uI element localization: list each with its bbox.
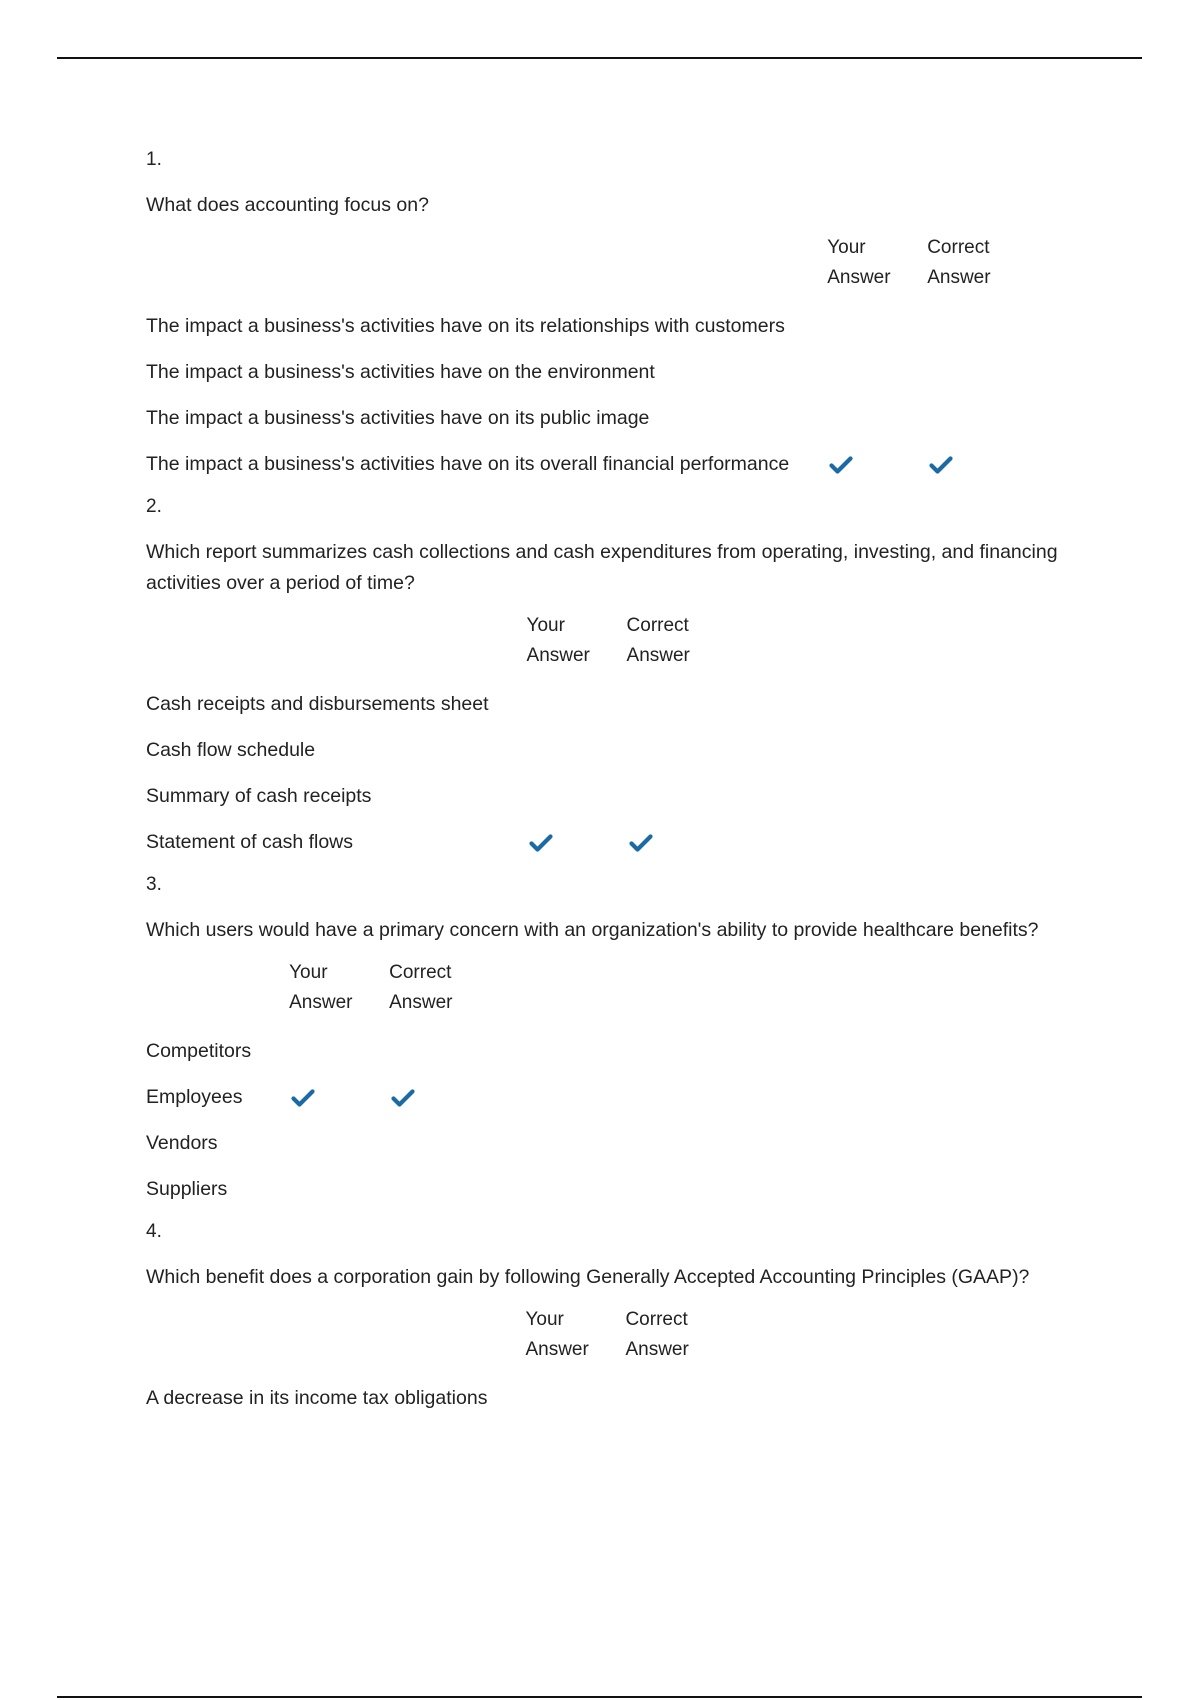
answer-option-text: The impact a business's activities have on its relationships with customers [146, 315, 785, 337]
correct-answer-cell [927, 441, 1027, 487]
correct-answer-header: Correct Answer [625, 1309, 689, 1360]
correct-answer-cell [625, 1375, 725, 1421]
your-answer-header: Your Answer [525, 1309, 589, 1360]
answer-option-row [146, 1074, 489, 1120]
answer-option-text: Summary of cash receipts [146, 785, 372, 807]
your-answer-header: Your Answer [827, 237, 891, 288]
correct-answer-cell [389, 1028, 489, 1074]
option-column-header [146, 609, 527, 681]
your-answer-cell [289, 1074, 389, 1120]
correct-answer-cell [927, 349, 1027, 395]
question-4 [146, 1218, 1106, 1421]
question-text: Which benefit does a corporation gain by following Generally Accepted Accounting Principles (GAAP)? [146, 1266, 1030, 1288]
answer-option-text: The impact a business's activities have on its overall financial performance [146, 453, 790, 475]
correct-answer-cell [627, 727, 727, 773]
answer-option-text: Cash receipts and disbursements sheet [146, 693, 489, 715]
answer-option-row [146, 773, 727, 819]
answer-option-row [146, 819, 727, 865]
your-answer-header: Your Answer [289, 962, 353, 1013]
answer-header-row [146, 956, 489, 1028]
answer-option-text: The impact a business's activities have on the environment [146, 361, 655, 383]
your-answer-cell [527, 681, 627, 727]
answer-option-text: Vendors [146, 1132, 218, 1154]
your-answer-cell [827, 303, 927, 349]
bottom-rule [57, 1696, 1142, 1698]
answer-option-row [146, 727, 727, 773]
answer-option-row [146, 395, 1027, 441]
your-answer-cell [527, 727, 627, 773]
your-answer-cell [289, 1120, 389, 1166]
answer-header-row [146, 609, 727, 681]
your-answer-cell [527, 773, 627, 819]
question-2 [146, 493, 1106, 865]
answer-option-text: Cash flow schedule [146, 739, 316, 761]
answer-option-text: Competitors [146, 1040, 252, 1062]
question-text: Which users would have a primary concern with an organization's ability to provide healthcare benefits? [146, 919, 1039, 941]
answer-option-row [146, 1375, 725, 1421]
answer-table [146, 1303, 725, 1421]
question-number: 2. [146, 496, 162, 517]
correct-answer-header: Correct Answer [927, 237, 991, 288]
correct-answer-header: Correct Answer [389, 962, 453, 1013]
quiz-results [146, 146, 1106, 1427]
check-icon [391, 1088, 415, 1108]
answer-option-row [146, 1166, 489, 1212]
correct-answer-cell [927, 303, 1027, 349]
correct-answer-cell [389, 1166, 489, 1212]
answer-option-text: A decrease in its income tax obligations [146, 1387, 488, 1409]
answer-option-row [146, 441, 1027, 487]
answer-option-text: The impact a business's activities have on its public image [146, 407, 650, 429]
check-icon [829, 455, 853, 475]
check-icon [929, 455, 953, 475]
answer-option-row [146, 303, 1027, 349]
correct-answer-cell [627, 681, 727, 727]
question-number: 4. [146, 1221, 162, 1242]
your-answer-cell [289, 1028, 389, 1074]
answer-table [146, 609, 727, 865]
question-number: 3. [146, 874, 162, 895]
answer-option-row [146, 349, 1027, 395]
your-answer-cell [525, 1375, 625, 1421]
correct-answer-cell [627, 819, 727, 865]
answer-table [146, 231, 1027, 487]
correct-answer-header: Correct Answer [626, 615, 690, 666]
answer-header-row [146, 1303, 725, 1375]
check-icon [629, 833, 653, 853]
question-3 [146, 871, 1106, 1212]
option-column-header [146, 231, 827, 303]
option-column-header [146, 956, 289, 1028]
answer-header-row [146, 231, 1027, 303]
answer-option-row [146, 1120, 489, 1166]
question-1 [146, 146, 1106, 487]
option-column-header [146, 1303, 525, 1375]
correct-answer-cell [389, 1120, 489, 1166]
question-number: 1. [146, 149, 162, 170]
check-icon [529, 833, 553, 853]
answer-option-text: Suppliers [146, 1178, 228, 1200]
correct-answer-cell [927, 395, 1027, 441]
question-text: What does accounting focus on? [146, 194, 429, 216]
correct-answer-cell [627, 773, 727, 819]
your-answer-cell [827, 441, 927, 487]
question-text: Which report summarizes cash collections and cash expenditures from operating, investing, and financing activities over a period of time? [146, 541, 1058, 594]
answer-table [146, 956, 489, 1212]
your-answer-cell [527, 819, 627, 865]
answer-option-row [146, 1028, 489, 1074]
your-answer-cell [827, 349, 927, 395]
correct-answer-cell [389, 1074, 489, 1120]
your-answer-cell [827, 395, 927, 441]
top-rule [57, 57, 1142, 59]
your-answer-header: Your Answer [526, 615, 590, 666]
your-answer-cell [289, 1166, 389, 1212]
answer-option-text: Employees [146, 1086, 243, 1108]
answer-option-row [146, 681, 727, 727]
check-icon [291, 1088, 315, 1108]
answer-option-text: Statement of cash flows [146, 831, 354, 853]
